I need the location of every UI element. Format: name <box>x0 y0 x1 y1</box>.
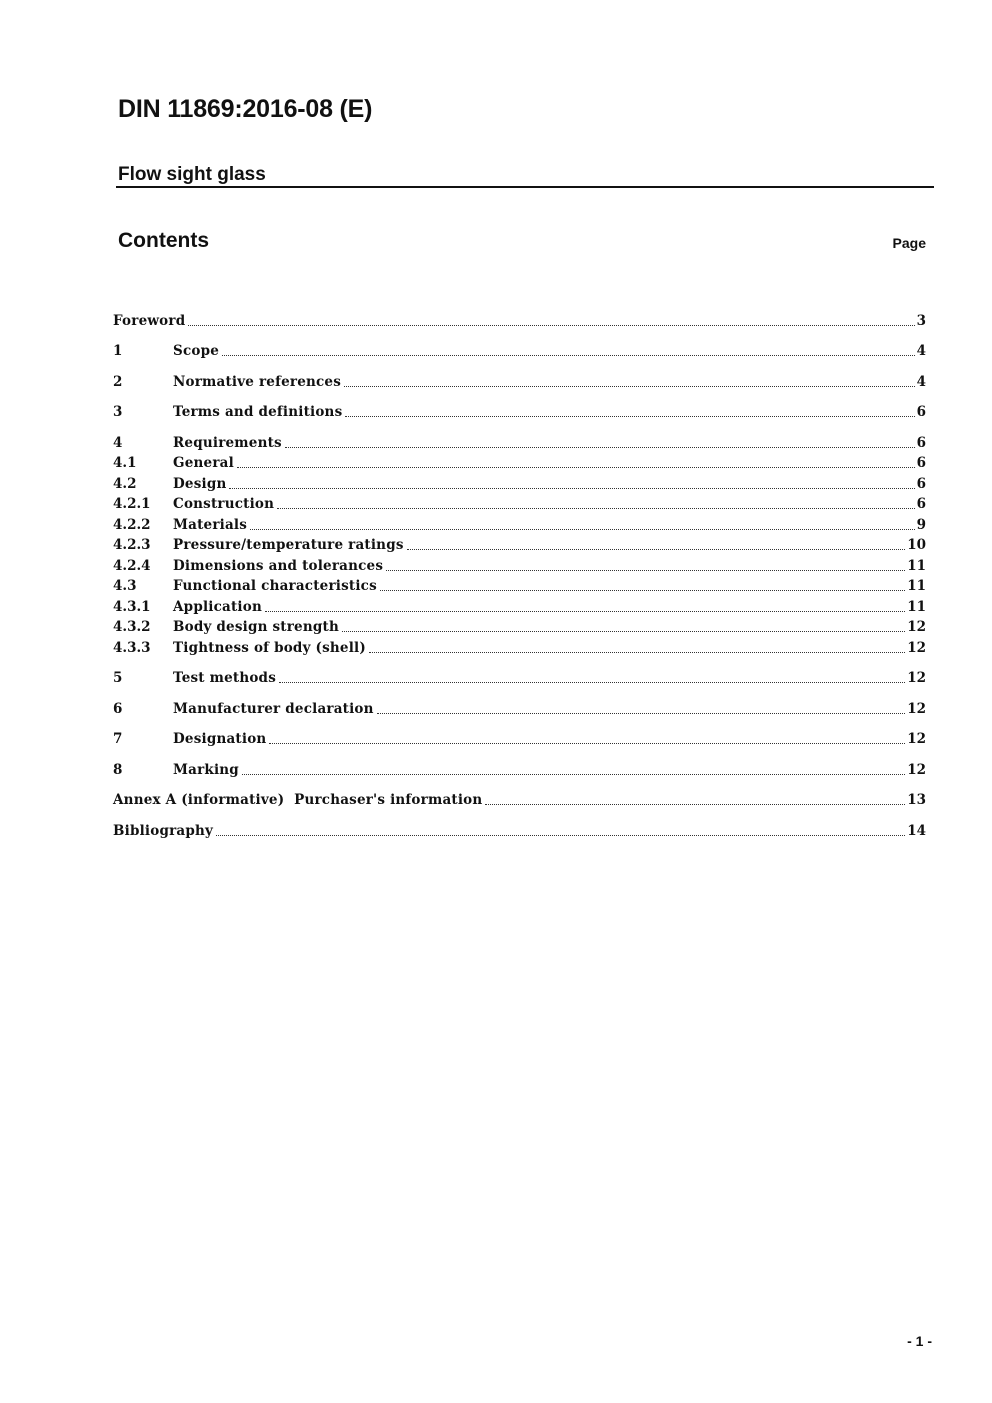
toc-entry-marking[interactable] <box>113 759 926 779</box>
toc-entry-bibliography[interactable] <box>113 820 926 840</box>
toc-entry-number: 1 <box>113 343 123 359</box>
toc-entry-annex-a[interactable] <box>113 789 926 809</box>
toc-dot-leader <box>242 774 905 775</box>
toc-entry-title: Bibliography <box>113 823 214 839</box>
toc-dot-leader <box>269 743 905 744</box>
toc-entry-page: 6 <box>916 455 926 471</box>
toc-entry-title: Dimensions and tolerances <box>173 558 384 574</box>
toc-dot-leader <box>279 682 905 683</box>
toc-entry-title: General <box>173 455 234 471</box>
toc-entry-number: 4.3 <box>113 578 137 594</box>
toc-entry-page: 6 <box>916 404 926 420</box>
toc-entry-number: 3 <box>113 404 123 420</box>
toc-entry-number: 4.2.2 <box>113 517 151 533</box>
page-column-heading: Page <box>892 235 926 251</box>
document-title: DIN 11869:2016-08 (E) <box>118 95 373 123</box>
toc-entry-number: 8 <box>113 762 123 778</box>
toc-entry-number: 4.3.3 <box>113 640 151 656</box>
toc-entry-application[interactable] <box>113 596 926 616</box>
toc-entry-title: Tightness of body (shell) <box>173 640 366 656</box>
toc-entry-page: 12 <box>907 640 926 656</box>
toc-entry-title: Normative references <box>173 374 342 390</box>
toc-entry-functional-characteristics[interactable] <box>113 575 926 595</box>
toc-dot-leader <box>222 355 915 356</box>
toc-entry-body-design-strength[interactable] <box>113 616 926 636</box>
toc-dot-leader <box>285 447 915 448</box>
toc-entry-page: 4 <box>916 343 926 359</box>
toc-entry-pressure-temperature-ratings[interactable] <box>113 534 926 554</box>
toc-entry-number: 6 <box>113 701 123 717</box>
toc-entry-page: 3 <box>916 313 926 329</box>
toc-entry-page: 10 <box>907 537 926 553</box>
toc-entry-number: 4.2 <box>113 476 137 492</box>
toc-entry-page: 6 <box>916 476 926 492</box>
toc-entry-title: Requirements <box>173 435 282 451</box>
toc-dot-leader <box>369 652 905 653</box>
toc-entry-tightness-of-body[interactable] <box>113 637 926 657</box>
toc-entry-number: 4.1 <box>113 455 137 471</box>
toc-entry-requirements[interactable] <box>113 432 926 452</box>
contents-heading: Contents <box>118 229 209 252</box>
toc-dot-leader <box>237 467 915 468</box>
toc-entry-number: 4.2.1 <box>113 496 151 512</box>
toc-entry-general[interactable] <box>113 452 926 472</box>
toc-entry-number: 4 <box>113 435 123 451</box>
toc-entry-terms-and-definitions[interactable] <box>113 401 926 421</box>
toc-dot-leader <box>485 804 905 805</box>
toc-dot-leader <box>407 549 906 550</box>
toc-entry-design[interactable] <box>113 473 926 493</box>
toc-entry-title: Designation <box>173 731 267 747</box>
toc-entry-number: 2 <box>113 374 123 390</box>
toc-entry-title: Pressure/temperature ratings <box>173 537 404 553</box>
toc-entry-page: 11 <box>907 558 926 574</box>
toc-entry-page: 14 <box>907 823 926 839</box>
document-subtitle: Flow sight glass <box>118 164 266 185</box>
toc-entry-number: 5 <box>113 670 123 686</box>
toc-dot-leader <box>377 713 906 714</box>
toc-entry-page: 12 <box>907 731 926 747</box>
toc-entry-construction[interactable] <box>113 493 926 513</box>
toc-entry-page: 12 <box>907 762 926 778</box>
toc-entry-page: 12 <box>907 670 926 686</box>
toc-entry-page: 12 <box>907 701 926 717</box>
toc-dot-leader <box>229 488 914 489</box>
toc-entry-title: Manufacturer declaration <box>173 701 374 717</box>
toc-entry-page: 12 <box>907 619 926 635</box>
toc-entry-test-methods[interactable] <box>113 667 926 687</box>
toc-entry-page: 11 <box>907 578 926 594</box>
toc-dot-leader <box>277 508 914 509</box>
toc-entry-designation[interactable] <box>113 728 926 748</box>
toc-entry-number: 7 <box>113 731 123 747</box>
toc-entry-title: Design <box>173 476 227 492</box>
toc-entry-page: 13 <box>907 792 926 808</box>
toc-entry-title: Application <box>173 599 262 615</box>
toc-entry-title: Materials <box>173 517 248 533</box>
toc-entry-title: Body design strength <box>173 619 339 635</box>
toc-entry-title: Annex A (informative) Purchaser's information <box>113 792 483 808</box>
toc-entry-title: Foreword <box>113 313 186 329</box>
toc-entry-scope[interactable] <box>113 340 926 360</box>
toc-entry-materials[interactable] <box>113 514 926 534</box>
toc-entry-page: 9 <box>916 517 926 533</box>
toc-dot-leader <box>344 386 915 387</box>
toc-entry-page: 11 <box>907 599 926 615</box>
toc-entry-title: Terms and definitions <box>173 404 343 420</box>
toc-entry-title: Scope <box>173 343 220 359</box>
toc-dot-leader <box>380 590 905 591</box>
toc-entry-normative-references[interactable] <box>113 371 926 391</box>
toc-entry-dimensions-and-tolerances[interactable] <box>113 555 926 575</box>
toc-dot-leader <box>345 416 914 417</box>
table-of-contents <box>113 0 926 1403</box>
toc-entry-page: 6 <box>916 435 926 451</box>
toc-entry-number: 4.2.4 <box>113 558 151 574</box>
toc-entry-page: 4 <box>916 374 926 390</box>
toc-dot-leader <box>250 529 915 530</box>
toc-entry-manufacturer-declaration[interactable] <box>113 698 926 718</box>
toc-entry-title: Functional characteristics <box>173 578 377 594</box>
toc-dot-leader <box>342 631 905 632</box>
toc-entry-title: Construction <box>173 496 275 512</box>
toc-dot-leader <box>216 835 905 836</box>
toc-entry-foreword[interactable] <box>113 310 926 330</box>
toc-dot-leader <box>188 325 914 326</box>
toc-dot-leader <box>265 611 905 612</box>
toc-entry-number: 4.3.2 <box>113 619 151 635</box>
toc-entry-number: 4.2.3 <box>113 537 151 553</box>
page-number: - 1 - <box>907 1333 932 1349</box>
toc-entry-title: Marking <box>173 762 239 778</box>
toc-dot-leader <box>386 570 905 571</box>
toc-entry-page: 6 <box>916 496 926 512</box>
toc-entry-number: 4.3.1 <box>113 599 151 615</box>
toc-entry-title: Test methods <box>173 670 276 686</box>
